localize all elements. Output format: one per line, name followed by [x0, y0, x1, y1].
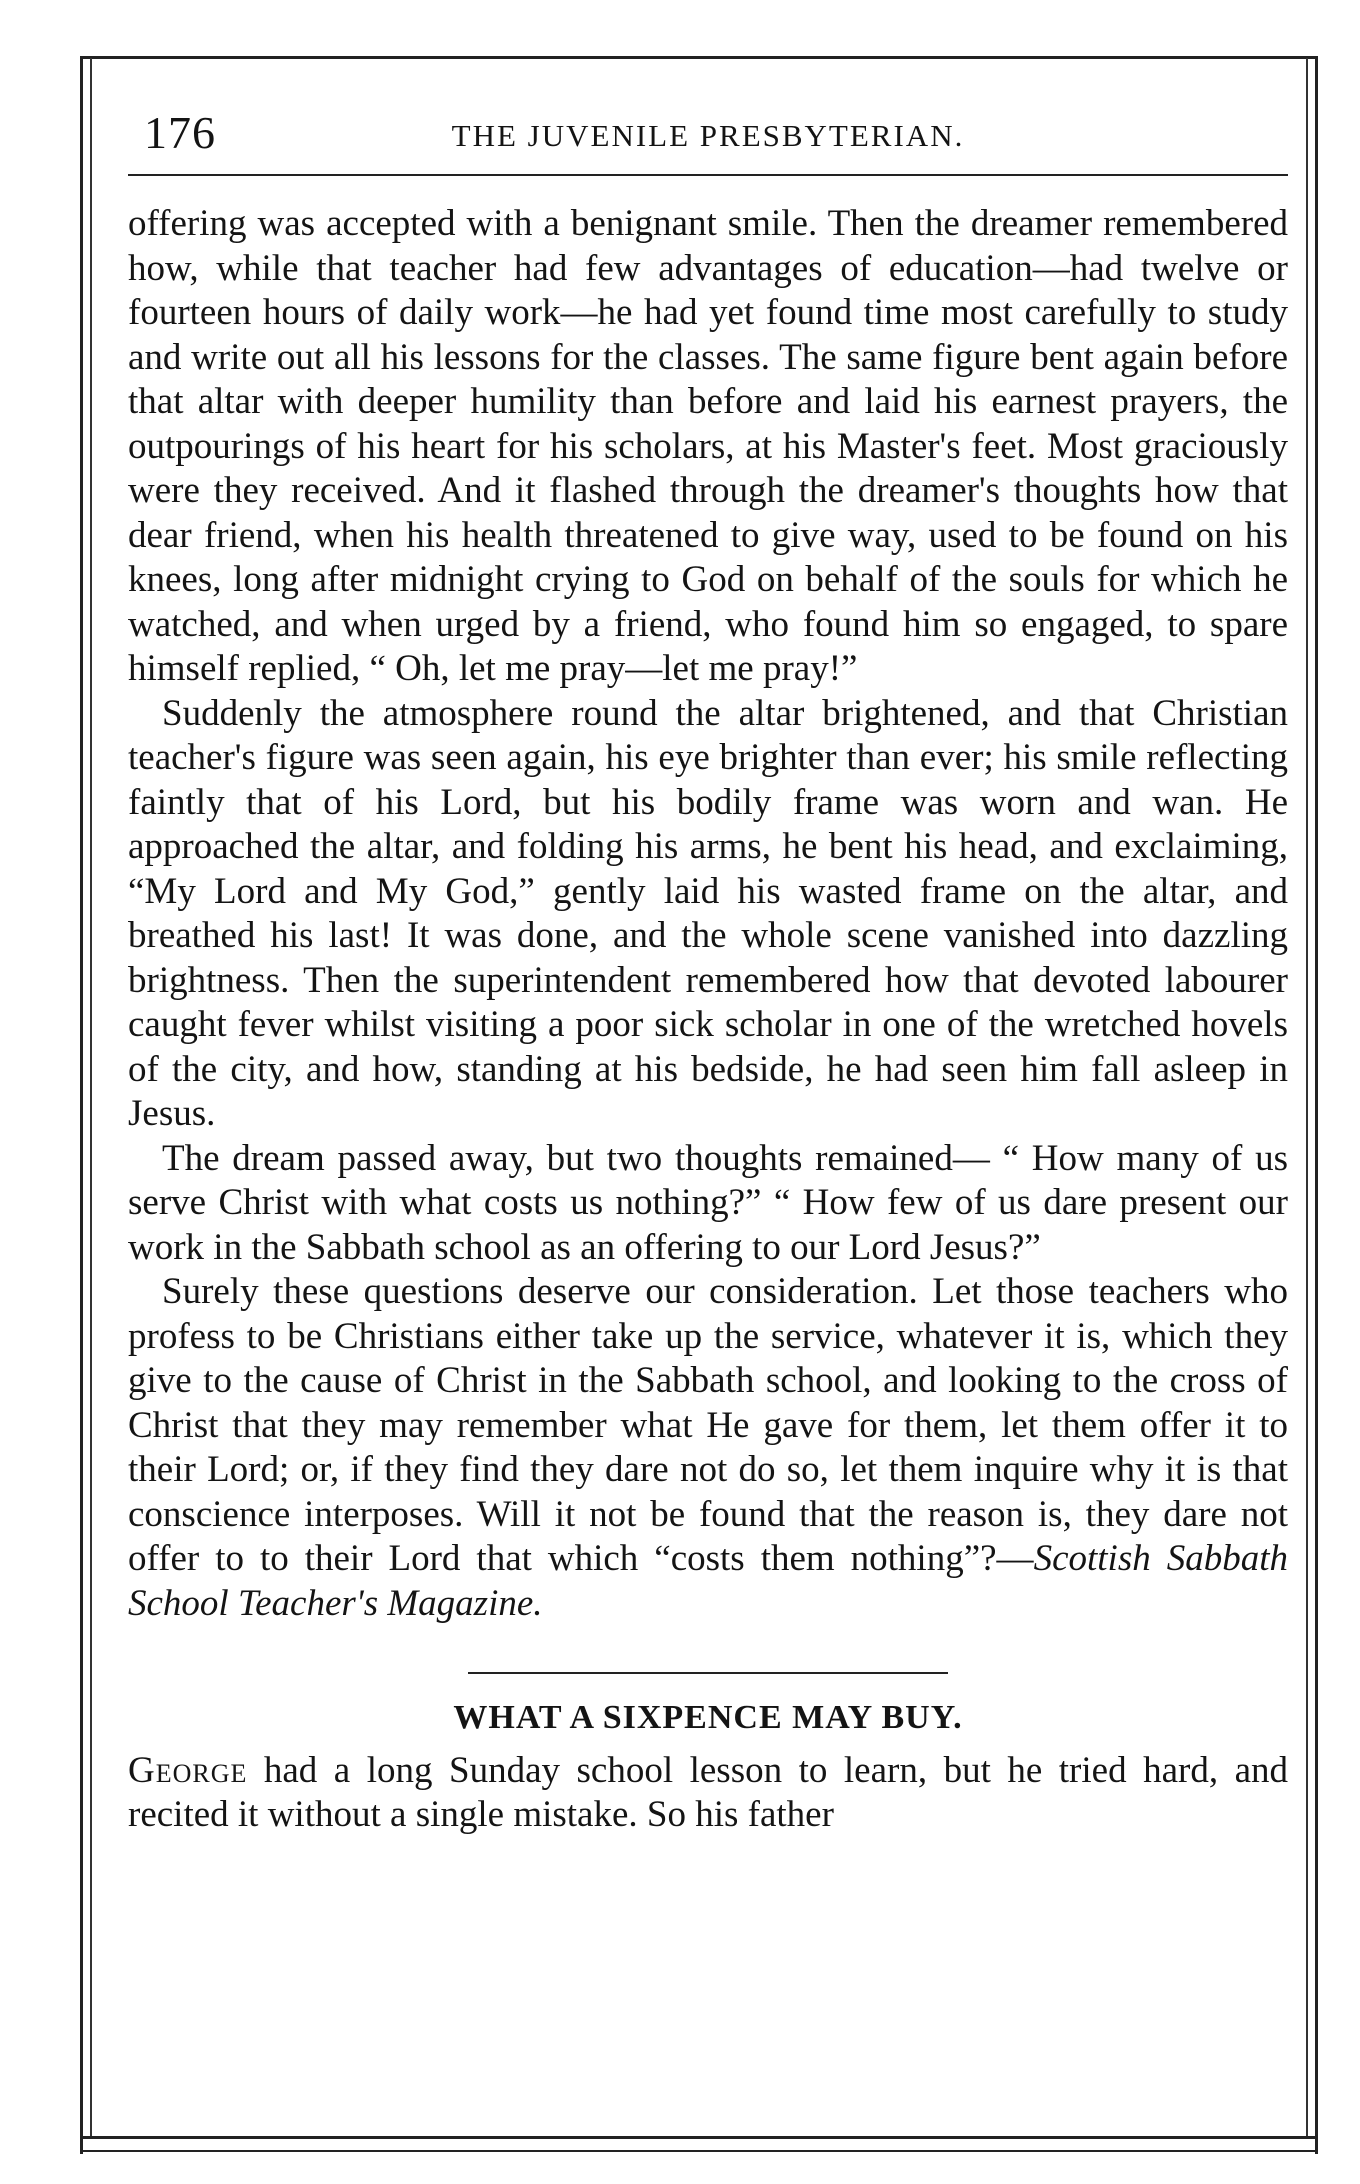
- section-title: WHAT A SIXPENCE MAY BUY.: [453, 1699, 963, 1736]
- frame-bottom-rule: [80, 2136, 1318, 2139]
- source-citation: Scottish Sabbath School Teacher's Magazine.: [128, 1538, 1288, 1624]
- paragraph-text: had a long Sunday school lesson to learn, but he tried hard, and recited it without a single mistake. So his father: [128, 1749, 1288, 1835]
- frame-bottom-rule-2: [80, 2150, 1318, 2152]
- page-content: [128, 62, 1288, 1838]
- paragraph: Suddenly the atmosphere round the altar brightened, and that Christian teacher's figure was seen again, his eye brighter than ever; his smile reflecting faintly that of his Lord, but his bodily frame was worn and wan. He approached the altar, and folding his arms, he bent his head, and exclaiming, “My Lord and My God,” gently laid his wasted frame on the altar, and breathed his last! It was done, and the whole scene vanished into dazzling brightness. Then the superintendent remembered how that devoted labourer caught fever whilst visiting a poor sick scholar in one of the wretched hovels of the city, and how, standing at his bedside, he had seen him fall asleep in Jesus.: [128, 692, 1288, 1134]
- article-body: [128, 202, 1288, 1838]
- section-divider: [468, 1672, 948, 1674]
- paragraph: offering was accepted with a benignant smile. Then the dreamer remembered how, while that teacher had few advantages of education—had twelve or fourteen hours of daily work—he had yet found time most carefully to study and write out all his lessons for the classes. The same figure bent again before that altar with deeper humility than before and laid his earnest prayers, the outpourings of his heart for his scholars, at his Master's feet. Most graciously were they received. And it flashed through the dreamer's thoughts how that dear friend, when his health threatened to give way, used to be found on his knees, long after midnight crying to God on behalf of the souls for which he watched, and when urged by a friend, who found him so engaged, to spare himself replied, “ Oh, let me pray—let me pray!”: [128, 203, 1288, 689]
- running-head: THE JUVENILE PRESBYTERIAN.: [451, 118, 965, 153]
- page-header: [128, 62, 1288, 174]
- paragraph: The dream passed away, but two thoughts remained— “ How many of us serve Christ with what costs us nothing?” “ How few of us dare present our work in the Sabbath school as an offering to our Lord Jesus?”: [128, 1137, 1288, 1268]
- paragraph-text: Surely these questions deserve our consideration. Let those teachers who profess to be Christians either take up the service, whatever it is, which they give to the cause of Christ in the Sabbath school, and looking to the cross of Christ that they may remember what He gave for them, let them offer it to their Lord; or, if they find they dare not do so, let them inquire why it is that conscience interposes. Will it not be found that the reason is, they dare not offer to to their Lord that which “costs them nothing”?—: [128, 1271, 1288, 1579]
- paragraph: [128, 1270, 1288, 1626]
- page-number: 176: [144, 107, 216, 158]
- opening-word: George: [128, 1749, 248, 1791]
- header-rule: [128, 174, 1288, 176]
- paragraph: [128, 1749, 1288, 1838]
